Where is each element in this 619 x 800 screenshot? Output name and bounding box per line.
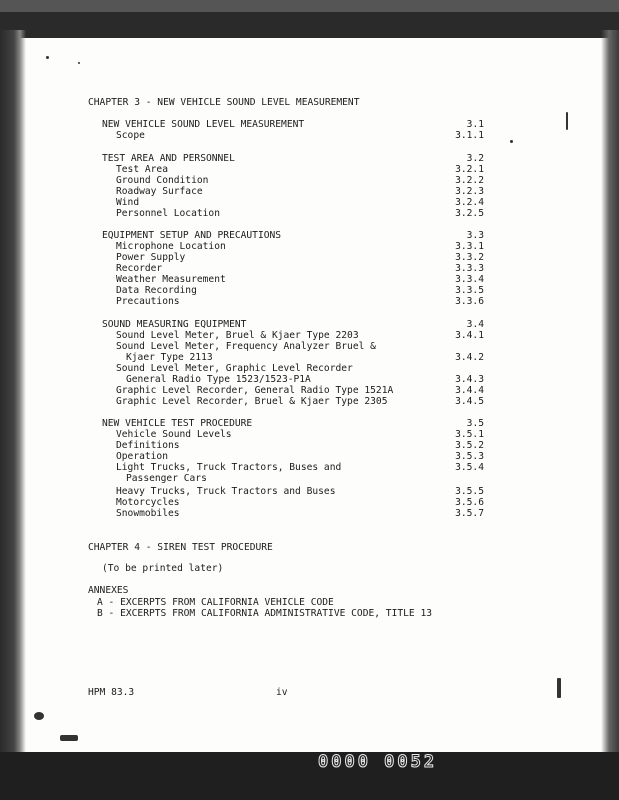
section-title: EQUIPMENT SETUP AND PRECAUTIONS [102, 230, 282, 241]
toc-entry-label: Roadway Surface [116, 186, 203, 197]
section-number: 3.2 [466, 153, 484, 164]
toc-entry-label: Motorcycles [116, 497, 180, 508]
toc-entry-label: Heavy Trucks, Truck Tractors and Buses [116, 486, 336, 497]
toc-entry-number: 3.3.5 [455, 285, 484, 296]
toc-entry-number: 3.2.1 [455, 164, 484, 175]
section-title: SOUND MEASURING EQUIPMENT [102, 319, 247, 330]
toc-entry-label: Definitions [116, 440, 180, 451]
toc-entry-label: Personnel Location [116, 208, 220, 219]
toc-entry-number: 3.5.7 [455, 508, 484, 519]
toc-entry-number: 3.3.4 [455, 274, 484, 285]
toc-entry-label: Wind [116, 197, 140, 208]
toc-entry-label: Graphic Level Recorder, General Radio Type 1521A [116, 385, 394, 396]
toc-entry-label: Microphone Location [116, 241, 226, 252]
toc-entry-label: Graphic Level Recorder, Bruel & Kjaer Type 2305 [116, 396, 388, 407]
toc-entry-label: Snowmobiles [116, 508, 180, 519]
toc-entry-number: 3.5.5 [455, 486, 484, 497]
toc-entry-label: Weather Measurement [116, 274, 226, 285]
toc-entry-number: 3.4.4 [455, 385, 484, 396]
microfilm-frame-number: 0000 0052 [318, 752, 438, 772]
toc-entry-label: Recorder [116, 263, 163, 274]
toc-entry-label: Sound Level Meter, Bruel & Kjaer Type 2203 [116, 330, 359, 341]
section-number: 3.1 [466, 119, 484, 130]
toc-entry-number: 3.1.1 [455, 130, 484, 141]
toc-entry-label: Sound Level Meter, Graphic Level Recorder [116, 363, 353, 374]
toc-entry-number: 3.2.2 [455, 175, 484, 186]
toc-entry-label-continued: Kjaer Type 2113 [126, 352, 213, 363]
annexes-title: ANNEXES [88, 585, 129, 596]
toc-entry-label: Scope [116, 130, 145, 141]
section-number: 3.3 [466, 230, 484, 241]
toc-entry-number: 3.4.2 [455, 352, 484, 363]
toc-entry-label: Sound Level Meter, Frequency Analyzer Bruel & [116, 341, 376, 352]
section-title: NEW VEHICLE TEST PROCEDURE [102, 418, 253, 429]
toc-entry-number: 3.5.2 [455, 440, 484, 451]
chapter-4-title: CHAPTER 4 - SIREN TEST PROCEDURE [88, 542, 273, 553]
toc-entry-label: Test Area [116, 164, 168, 175]
toc-entry-number: 3.3.1 [455, 241, 484, 252]
toc-entry-label: Ground Condition [116, 175, 209, 186]
annex-item: B - EXCERPTS FROM CALIFORNIA ADMINISTRATIVE CODE, TITLE 13 [97, 608, 433, 619]
toc-entry-number: 3.5.6 [455, 497, 484, 508]
toc-entry-number: 3.3.2 [455, 252, 484, 263]
toc-entry-label-continued: General Radio Type 1523/1523-P1A [126, 374, 311, 385]
section-number: 3.5 [466, 418, 484, 429]
toc-entry-number: 3.4.3 [455, 374, 484, 385]
toc-entry-label: Power Supply [116, 252, 186, 263]
toc-entry-number: 3.2.4 [455, 197, 484, 208]
toc-entry-label: Vehicle Sound Levels [116, 429, 232, 440]
toc-entry-label: Operation [116, 451, 168, 462]
chapter-3-title: CHAPTER 3 - NEW VEHICLE SOUND LEVEL MEASUREMENT [88, 97, 360, 108]
section-number: 3.4 [466, 319, 484, 330]
footer-page-number: iv [276, 687, 288, 698]
toc-entry-number: 3.5.1 [455, 429, 484, 440]
toc-entry-number: 3.2.5 [455, 208, 484, 219]
toc-entry-number: 3.4.1 [455, 330, 484, 341]
toc-entry-label-continued: Passenger Cars [126, 473, 207, 484]
toc-entry-number: 3.3.3 [455, 263, 484, 274]
annex-item: A - EXCERPTS FROM CALIFORNIA VEHICLE CODE [97, 597, 334, 608]
footer-doc-ref: HPM 83.3 [88, 687, 135, 698]
toc-entry-label: Precautions [116, 296, 180, 307]
section-title: NEW VEHICLE SOUND LEVEL MEASUREMENT [102, 119, 305, 130]
section-title: TEST AREA AND PERSONNEL [102, 153, 235, 164]
toc-entry-number: 3.4.5 [455, 396, 484, 407]
chapter-4-note: (To be printed later) [102, 563, 224, 574]
toc-entry-number: 3.3.6 [455, 296, 484, 307]
toc-entry-label: Light Trucks, Truck Tractors, Buses and [116, 462, 342, 473]
toc-entry-number: 3.5.4 [455, 462, 484, 473]
toc-entry-label: Data Recording [116, 285, 197, 296]
toc-entry-number: 3.2.3 [455, 186, 484, 197]
toc-entry-number: 3.5.3 [455, 451, 484, 462]
